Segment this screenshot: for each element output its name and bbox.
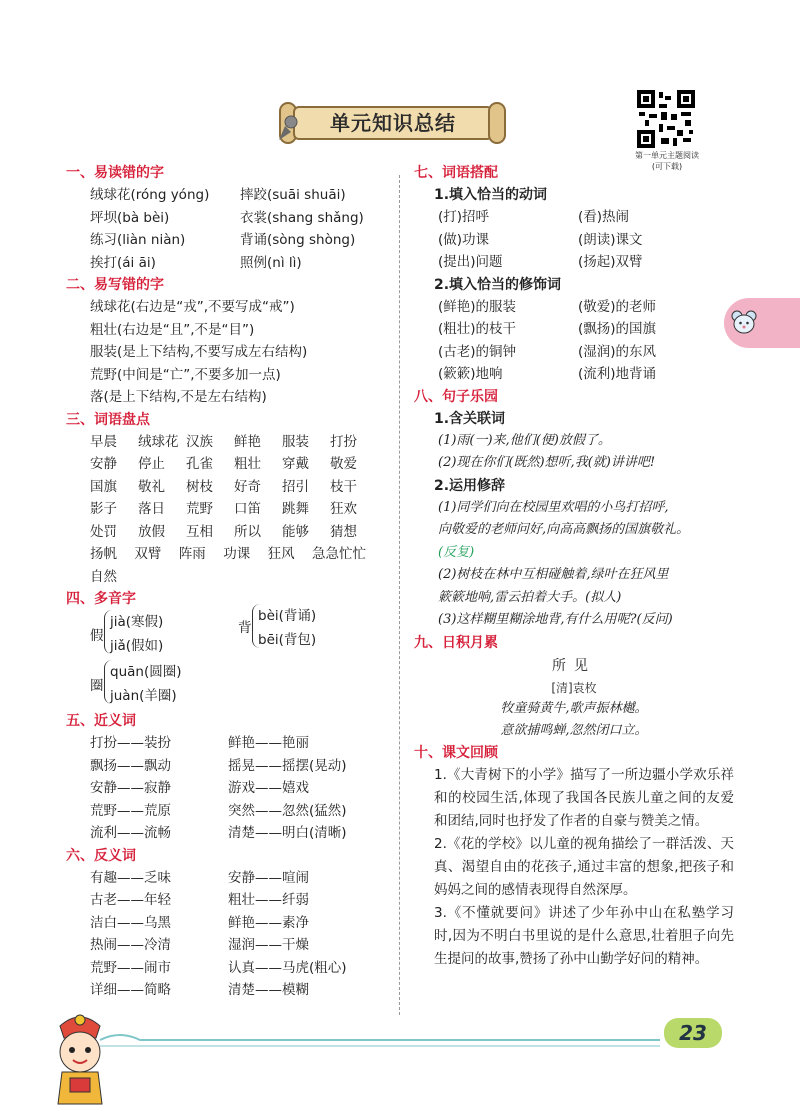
right-column [414, 162, 734, 971]
section-title: 四、多音字 [66, 591, 136, 607]
list-item: 荒野——闹市 认真——马虎(粗心) [90, 959, 347, 976]
sentence: 向敬爱的老师问好,向高高飘扬的国旗敬礼。 [438, 522, 690, 537]
poem-author: [清]袁枚 [551, 680, 597, 695]
word-row: 自然 [90, 568, 117, 585]
sentence: (3)这样糊里糊涂地背,有什么用呢?(反问) [438, 612, 673, 627]
list-item: 落(是上下结构,不是左右结构) [90, 389, 267, 405]
list-item: (粗壮)的枝干 (飘扬)的国旗 [438, 321, 657, 337]
column-divider [399, 175, 400, 1015]
word-row: 处罚 放假 互相 所以 能够 猜想 [90, 523, 357, 540]
section-title: 二、易写错的字 [66, 277, 164, 293]
section-title: 七、词语搭配 [414, 165, 498, 181]
qr-code-icon[interactable] [637, 90, 695, 148]
list-item: 洁白——乌黑 鲜艳——素净 [90, 914, 309, 931]
sub-title: 2.填入恰当的修饰词 [434, 276, 562, 293]
rhetoric-label: (反复) [438, 544, 475, 560]
polyphone-row: 圈 quān(圆圈) juàn(羊圈) [90, 660, 386, 710]
sub-title: 1.填入恰当的动词 [434, 187, 548, 203]
sentence: (1)同学们向在校园里欢唱的小鸟打招呼, [438, 499, 669, 515]
poem-line: 牧童骑黄牛,歌声振林樾。 [500, 700, 648, 716]
list-item: 详细——简略 清楚——模糊 [90, 982, 309, 998]
sentence: 簌簌地响,雷云拍着大手。(拟人) [438, 589, 622, 605]
review-paragraph: 1.《大青树下的小学》描写了一所边疆小学欢乐祥和的校园生活,体现了我国各民族儿童之间的友爱和团结,同时也抒发了作者的自豪与赞美之情。 [434, 766, 734, 829]
polyphone-char: 背 [238, 620, 252, 636]
section-title: 十、课文回顾 [414, 744, 498, 761]
mascot-icon [40, 1008, 120, 1108]
list-item: 挨打(ái āi) 照例(nì lì) [90, 254, 302, 271]
list-item: 荒野(中间是“亡”,不要多加一点) [90, 366, 281, 383]
section-title: 六、反义词 [66, 847, 136, 864]
review-paragraph: 2.《花的学校》以儿童的视角描绘了一群活泼、天真、渴望自由的花孩子,通过丰富的想象,把孩子和妈妈之间的感情表现得自然深厚。 [434, 835, 734, 898]
title-banner [275, 96, 510, 146]
list-item: 安静——寂静 游戏——嬉戏 [90, 780, 309, 796]
list-item: (打)招呼 (看)热闹 [438, 209, 630, 225]
sub-title: 1.含关联词 [434, 410, 506, 427]
list-item: 荒野——荒原 突然——忽然(猛然) [90, 802, 347, 819]
word-row: 影子 落日 荒野 口笛 跳舞 狂欢 [90, 501, 357, 517]
sub-title: 2.运用修辞 [434, 477, 506, 494]
mouse-icon [730, 308, 758, 336]
list-item: (做)功课 (朗读)课文 [438, 231, 643, 248]
list-item: 粗壮(右边是“且”,不是“目”) [90, 321, 255, 338]
poem-line: 意欲捕鸣蝉,忽然闭口立。 [500, 722, 648, 738]
sentence: (2)树枝在林中互相碰触着,绿叶在狂风里 [438, 567, 669, 582]
section-title: 八、句子乐园 [414, 388, 498, 405]
list-item: 有趣——乏味 安静——喧闹 [90, 869, 309, 886]
list-item: 热闹——冷清 湿润——干燥 [90, 937, 309, 953]
list-item: (提出)问题 (扬起)双臂 [438, 254, 643, 270]
review-paragraph: 3.《不懂就要问》讲述了少年孙中山在私塾学习时,因为不明白书里说的是什么意思,壮着胆子向先生提问的故事,赞扬了孙中山勤学好问的精神。 [434, 904, 734, 967]
word-row: 国旗 敬礼 树枝 好奇 招引 枝干 [90, 478, 357, 495]
section-title: 九、日积月累 [414, 634, 498, 651]
list-item: (鲜艳)的服装 (敬爱)的老师 [438, 298, 657, 315]
left-column [66, 162, 386, 1002]
list-item: 练习(liàn niàn) 背诵(sòng shòng) [90, 232, 356, 248]
polyphone-char: 圈 [90, 678, 104, 694]
section-title: 一、易读错的字 [66, 165, 164, 181]
qr-caption-download: (可下载) [651, 162, 683, 171]
list-item: 古老——年轻 粗壮——纤弱 [90, 892, 309, 908]
list-item: 服装(是上下结构,不要写成左右结构) [90, 344, 308, 360]
list-item: 飘扬——飘动 摇晃——摇摆(晃动) [90, 757, 347, 774]
list-item: 流利——流畅 清楚——明白(清晰) [90, 825, 347, 841]
list-item: 绒球花(右边是“戎”,不要写成“戒”) [90, 299, 295, 315]
polyphone-row: 假 jià(寒假) jiǎ(假如) 背 bèi(背诵) bēi(背包) [90, 610, 386, 660]
qr-caption: 第一单元主题阅读 [635, 151, 699, 160]
list-item: (簌簌)地响 (流利)地背诵 [438, 366, 657, 382]
page-number: 23 [664, 1018, 722, 1048]
list-item: (古老)的铜钟 (湿润)的东风 [438, 343, 657, 360]
section-title: 三、词语盘点 [66, 411, 150, 428]
list-item: 绒球花(róng yóng) 摔跤(suāi shuāi) [90, 187, 346, 203]
section-title: 五、近义词 [66, 713, 136, 729]
sentence: (2)现在你们(既然)想听,我(就)讲讲吧! [438, 455, 656, 470]
list-item: 坪坝(bà bèi) 衣裳(shang shǎng) [90, 209, 364, 226]
word-row: 扬帆 双臂 阵雨 功课 狂风 急急忙忙 [90, 546, 367, 562]
word-row: 早晨 绒球花 汉族 鲜艳 服装 打扮 [90, 433, 357, 450]
word-row: 安静 停止 孔雀 粗壮 穿戴 敬爱 [90, 456, 357, 472]
sentence: (1)雨(一)来,他们(便)放假了。 [438, 432, 611, 448]
page-title: 单元知识总结 [330, 111, 456, 135]
polyphone-char: 假 [90, 628, 104, 644]
footer-wave [60, 1020, 730, 1060]
poem-title: 所见 [552, 657, 596, 674]
list-item: 打扮——装扮 鲜艳——艳丽 [90, 735, 309, 751]
